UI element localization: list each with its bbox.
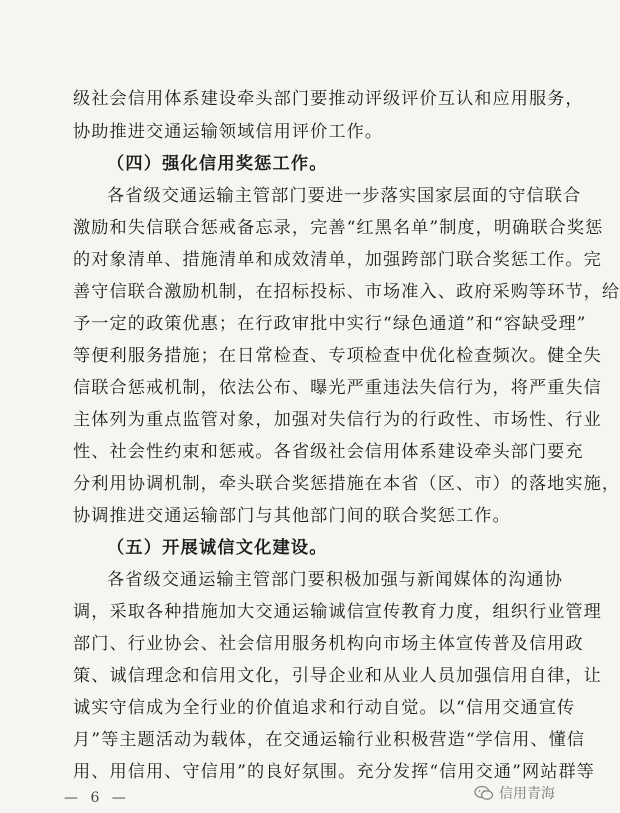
text-line: 各省级交通运输主管部门要进一步落实国家层面的守信联合 bbox=[107, 186, 582, 206]
section-heading: （四）强化信用奖惩工作。 bbox=[107, 154, 328, 174]
page-number: — 6 — bbox=[64, 790, 130, 806]
section-heading: （五）开展诚信文化建设。 bbox=[107, 538, 328, 558]
text-line: 协助推进交通运输领域信用评价工作。 bbox=[73, 122, 384, 142]
text-line: 性、社会性约束和惩戒。各省级社会信用体系建设牵头部门要充 bbox=[73, 442, 584, 462]
text-line: 用、用信用、守信用”的良好氛围。充分发挥“信用交通”网站群等 bbox=[73, 762, 595, 782]
text-line: 协调推进交通运输部门与其他部门间的联合奖惩工作。 bbox=[73, 506, 511, 526]
text-line: 诚实守信成为全行业的价值追求和行动自觉。以“信用交通宣传 bbox=[73, 698, 576, 718]
text-line: 部门、行业协会、社会信用服务机构向市场主体宣传普及信用政 bbox=[73, 634, 584, 654]
watermark-text: 信用青海 bbox=[499, 786, 555, 802]
text-line: 信联合惩戒机制，依法公布、曝光严重违法失信行为，将严重失信 bbox=[73, 378, 602, 398]
text-line: 月”等主题活动为载体，在交通运输行业积极营造“学信用、懂信 bbox=[73, 730, 586, 750]
text-line: 激励和失信联合惩戒备忘录，完善“红黑名单”制度，明确联合奖惩 bbox=[73, 218, 604, 238]
text-line: 调，采取各种措施加大交通运输诚信宣传教育力度，组织行业管理 bbox=[73, 602, 602, 622]
text-line: 主体列为重点监管对象，加强对失信行为的行政性、市场性、行业 bbox=[73, 410, 602, 430]
text-line: 予一定的政策优惠；在行政审批中实行“绿色通道”和“容缺受理” bbox=[73, 314, 587, 334]
text-line: 分利用协调机制，牵头联合奖惩措施在本省（区、市）的落地实施， bbox=[73, 474, 620, 494]
wechat-icon bbox=[474, 785, 494, 801]
text-line: 级社会信用体系建设牵头部门要推动评级评价互认和应用服务， bbox=[73, 89, 584, 109]
text-line: 策、诚信理念和信用文化，引导企业和从业人员加强信用自律，让 bbox=[73, 666, 602, 686]
text-line: 善守信联合激励机制，在招标投标、市场准入、政府采购等环节，给 bbox=[73, 282, 620, 302]
text-line: 各省级交通运输主管部门要积极加强与新闻媒体的沟通协 bbox=[107, 570, 563, 590]
text-line: 等便利服务措施；在日常检查、专项检查中优化检查频次。健全失 bbox=[73, 346, 602, 366]
text-line: 的对象清单、措施清单和成效清单，加强跨部门联合奖惩工作。完 bbox=[73, 250, 602, 270]
watermark bbox=[474, 783, 555, 803]
